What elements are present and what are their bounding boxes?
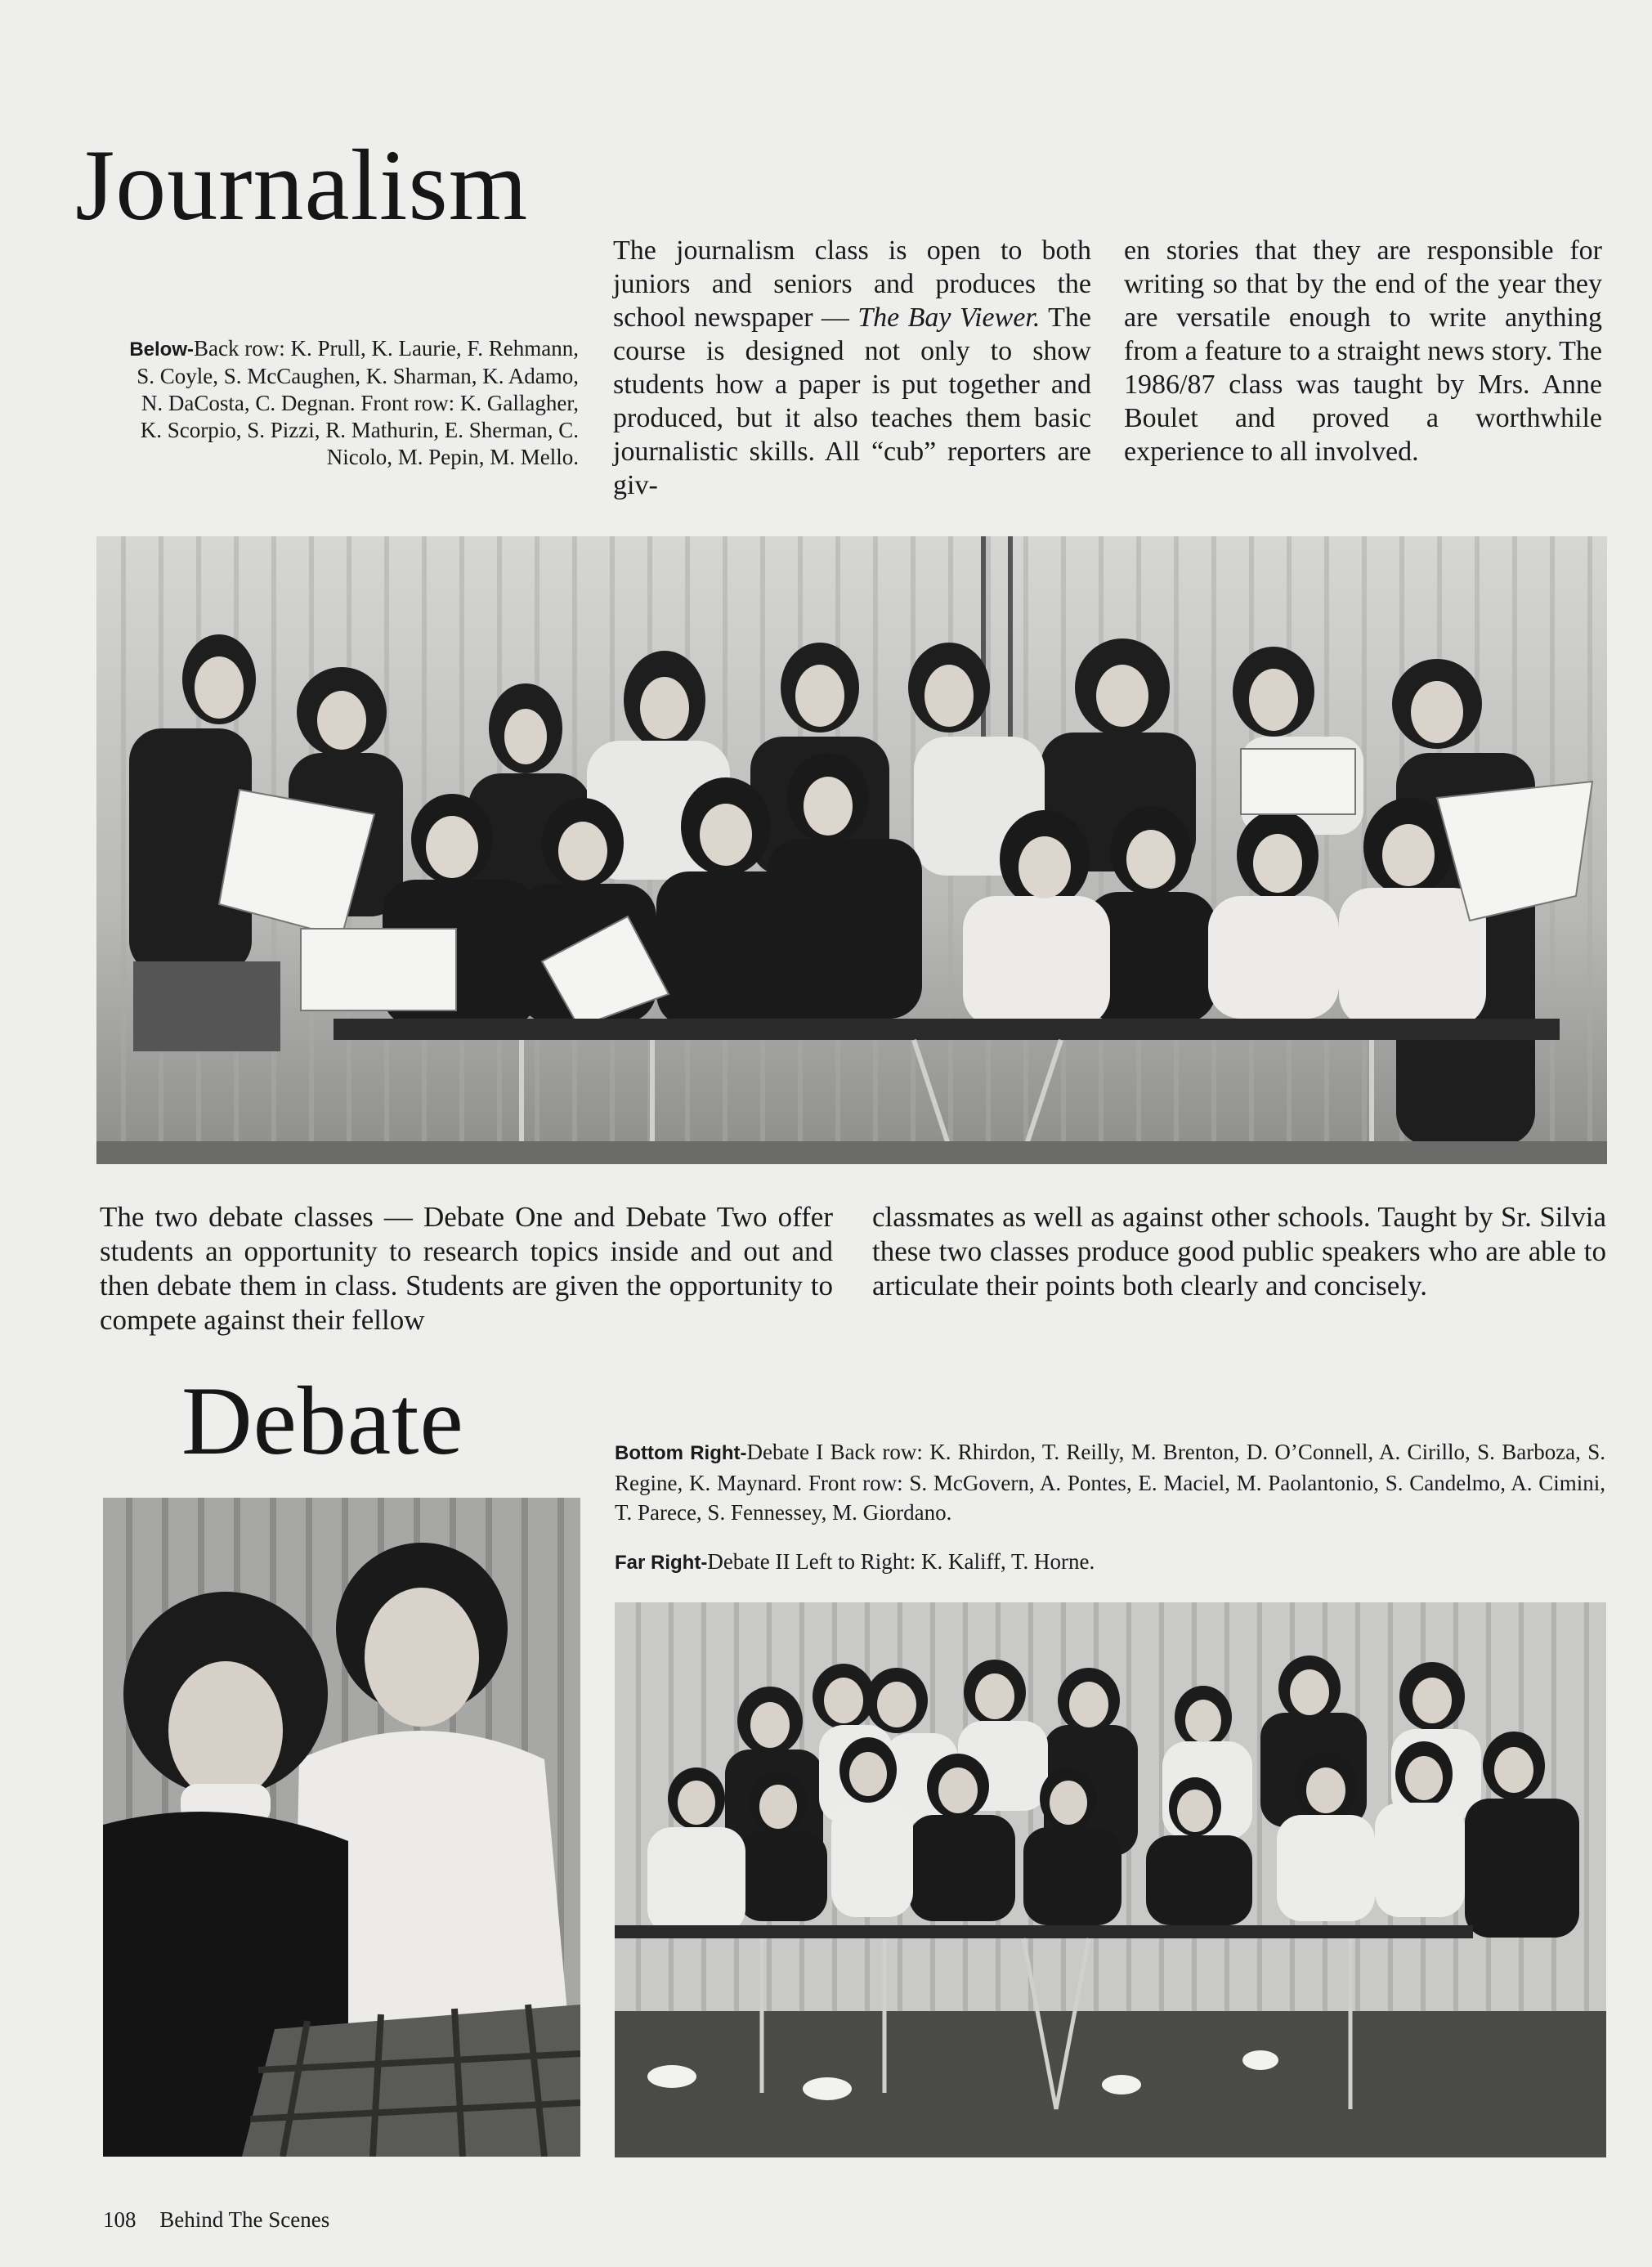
page-number: 108 bbox=[103, 2207, 137, 2232]
page-footer bbox=[103, 2207, 329, 2233]
journalism-class-photo bbox=[96, 536, 1607, 1164]
debate-i-photo bbox=[615, 1602, 1606, 2157]
caption-text: Back row: K. Prull, K. Laurie, F. Rehmann, S. Coyle, S. McCaughen, K. Sharman, K. Adamo, N. DaCosta, C. Degnan. Front row: K. Gallagher, K. Scorpio, S. Pizzi, R. Mathurin, E. Sherman, C. Nicolo, M. Pepin, M. Mello. bbox=[137, 336, 579, 469]
body-text: The course is designed not only to show students how a paper is put together and produced, but it also teaches them basic journalistic skills. All “cub” reporters are giv- bbox=[613, 302, 1092, 500]
body-text: The journalism class is open to both juniors and seniors and produces the school newspaper — bbox=[613, 235, 1091, 333]
debate-ii-photo-image bbox=[103, 1498, 580, 2157]
caption-label: Below- bbox=[129, 338, 194, 361]
debate-title: Debate bbox=[181, 1366, 464, 1475]
debate-body-column-2: classmates as well as against other schools. Taught by Sr. Silvia these two classes produce good public speakers who are able to articulate their points both clearly and concisely. bbox=[872, 1201, 1606, 1302]
journalism-body-column-2: en stories that they are responsible for writing so that by the end of the year they are versatile enough to write anything from a feature to a straight news story. The 1986/87 class was taught by Mrs. Anne Boulet and proved a worthwhile experience to all involved. bbox=[1124, 235, 1602, 467]
debate-ii-photo bbox=[103, 1498, 580, 2157]
journalism-photo-image bbox=[96, 536, 1607, 1164]
caption-label: Bottom Right- bbox=[615, 1442, 747, 1464]
caption-text: Debate II Left to Right: K. Kaliff, T. Horne. bbox=[707, 1549, 1095, 1574]
newspaper-name: The Bay Viewer. bbox=[857, 302, 1041, 333]
caption-label: Far Right- bbox=[615, 1552, 708, 1574]
journalism-body-column-1 bbox=[613, 234, 1091, 502]
section-name: Behind The Scenes bbox=[159, 2207, 330, 2232]
debate-i-caption bbox=[615, 1437, 1605, 1527]
debate-ii-caption bbox=[615, 1547, 1605, 1578]
caption-text: Debate I Back row: K. Rhirdon, T. Reilly, M. Brenton, D. O’Connell, A. Cirillo, S. Barboza, S. Regine, K. Maynard. Front row: S. McGovern, A. Pontes, E. Maciel, M. Paolantonio, S. Candelmo, A. Cimini, T. Parece, S. Fennessey, M. Giordano. bbox=[615, 1440, 1605, 1525]
journalism-photo-caption bbox=[123, 335, 579, 471]
journalism-title: Journalism bbox=[75, 129, 529, 241]
debate-body-column-1: The two debate classes — Debate One and Debate Two offer students an opportunity to research topics inside and out and then debate them in class. Students are given the opportunity to compete against their fellow bbox=[100, 1201, 833, 1336]
debate-i-photo-image bbox=[615, 1602, 1606, 2157]
